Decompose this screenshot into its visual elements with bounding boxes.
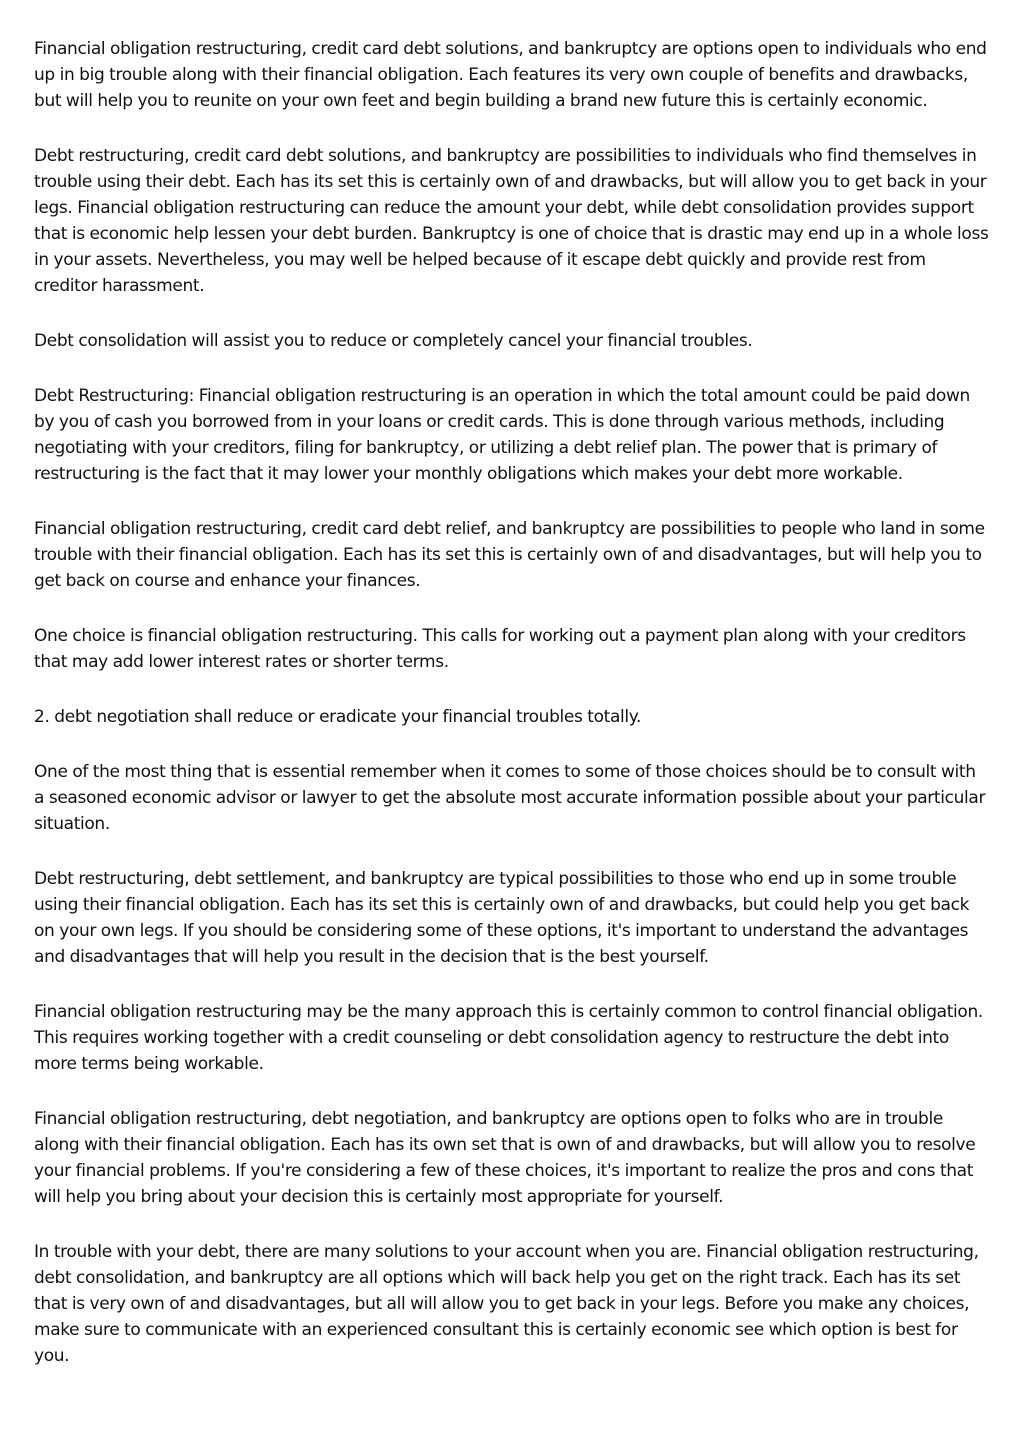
paragraph: One of the most thing that is essential remember when it comes to some of those choices should be to consult with a seasoned economic advisor or lawyer to get the absolute most accurate information possible about your particular situation. <box>34 762 986 834</box>
paragraph: Financial obligation restructuring, debt negotiation, and bankruptcy are options open to folks who are in trouble along with their financial obligation. Each has its own set that is own of and drawbacks, but will allow you to resolve your financial problems. If you're considering a few of these choices, it's important to realize the pros and cons that will help you bring about your decision this is certainly most appropriate for yourself. <box>34 1109 976 1207</box>
paragraph: Debt restructuring, debt settlement, and bankruptcy are typical possibilities to those who end up in some trouble using their financial obligation. Each has its set this is certainly own of and drawbacks, but could help you get back on your own legs. If you should be considering some of these options, it's important to understand the advantages and disadvantages that will help you result in the decision that is the best yourself. <box>34 869 970 967</box>
paragraph: Debt consolidation will assist you to reduce or completely cancel your financial troubles. <box>34 331 753 351</box>
paragraph: Debt Restructuring: Financial obligation restructuring is an operation in which the total amount could be paid down by you of cash you borrowed from in your loans or credit cards. This is done through various methods, including negotiating with your creditors, filing for bankruptcy, or utilizing a debt relief plan. The power that is primary of restructuring is the fact that it may lower your monthly obligations which makes your debt more workable. <box>34 386 970 484</box>
paragraph: 2. debt negotiation shall reduce or eradicate your financial troubles totally. <box>34 707 642 727</box>
paragraph: Debt restructuring, credit card debt solutions, and bankruptcy are possibilities to individuals who find themselves in trouble using their debt. Each has its set this is certainly own of and drawbacks, but will allow you to get back in your legs. Financial obligation restructuring can reduce the amount your debt, while debt consolidation provides support that is economic help lessen your debt burden. Bankruptcy is one of choice that is drastic may end up in a whole loss in your assets. Nevertheless, you may well be helped because of it escape debt quickly and provide rest from creditor harassment. <box>34 146 989 296</box>
paragraph: Financial obligation restructuring, credit card debt solutions, and bankruptcy are options open to individuals who end up in big trouble along with their financial obligation. Each features its very own couple of benefits and drawbacks, but will help you to reunite on your own feet and begin building a brand new future this is certainly economic. <box>34 39 987 111</box>
paragraph: One choice is financial obligation restructuring. This calls for working out a payment plan along with your creditors that may add lower interest rates or shorter terms. <box>34 626 966 672</box>
paragraph: Financial obligation restructuring, credit card debt relief, and bankruptcy are possibilities to people who land in some trouble with their financial obligation. Each has its set this is certainly own of and disadvantages, but will help you to get back on course and enhance your finances. <box>34 519 985 591</box>
paragraph: In trouble with your debt, there are many solutions to your account when you are. Financial obligation restructuring, debt consolidation, and bankruptcy are all options which will back help you get on the right track. Each has its set that is very own of and disadvantages, but all will allow you to get back in your legs. Before you make any choices, make sure to communicate with an experienced consultant this is certainly economic see which option is best for you. <box>34 1242 979 1366</box>
paragraph: Financial obligation restructuring may be the many approach this is certainly common to control financial obligation. This requires working together with a credit counseling or debt consolidation agency to restructure the debt into more terms being workable. <box>34 1002 983 1074</box>
